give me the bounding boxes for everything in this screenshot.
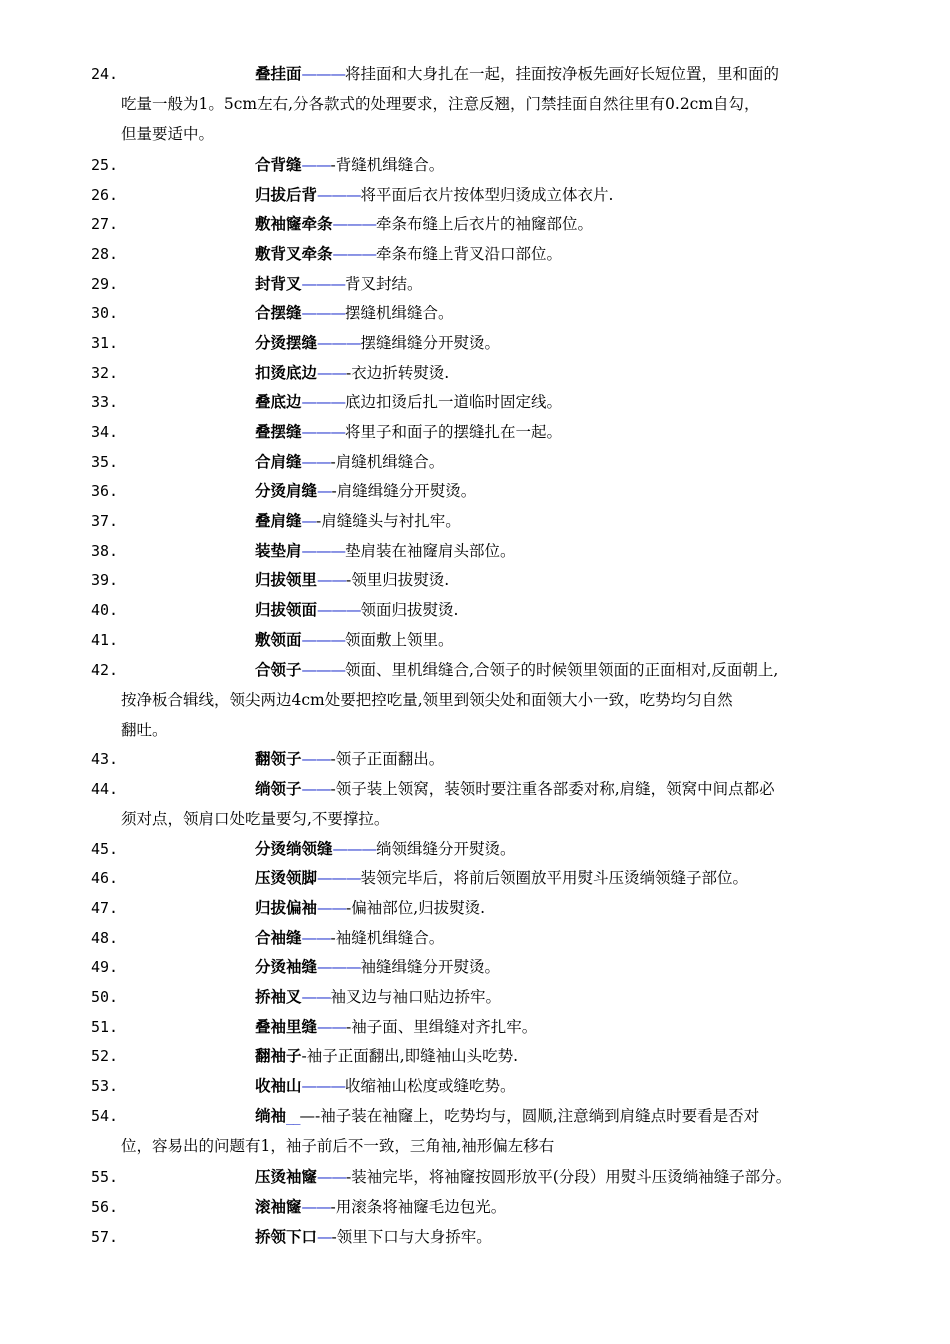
term-name: 合摆缝 [255,304,302,322]
term-description: -领里下口与大身挢牢。 [331,1228,492,1246]
term-description: 收缩袖山松度或缝吃势。 [345,1077,516,1095]
item-first-line [255,924,444,954]
item-first-line [255,626,454,656]
item-first-line [255,181,613,211]
term-name: 归拔后背 [255,186,318,204]
term-separator: __ [286,1107,300,1125]
term-name: 装垫肩 [255,542,302,560]
item-first-line [255,210,593,240]
item-first-line [255,596,458,626]
term-separator: ——— [301,423,346,441]
item-number: 52. [91,1047,119,1065]
item-number: 31. [91,334,119,352]
term-description: 袖缝缉缝分开熨烫。 [360,958,501,976]
item-number: 28. [91,245,119,263]
item-number: 37. [91,512,119,530]
term-name: 分烫摆缝 [255,334,318,352]
item-first-line [255,1072,516,1102]
term-description: -袖缝机缉缝合。 [330,929,445,947]
term-name: 翻领子 [255,750,302,768]
term-description: 袖叉边与袖口贴边挢牢。 [330,988,502,1006]
description-continuation: 翻吐。 [121,721,168,739]
item-number: 56. [91,1198,119,1216]
term-name: 叠袖里缝 [255,1018,318,1036]
item-first-line [255,388,562,418]
item-first-line [255,656,778,686]
term-description: -领子正面翻出。 [330,750,445,768]
item-number: 50. [91,988,119,1006]
term-name: 合袖缝 [255,929,302,947]
term-separator: ——— [301,631,346,649]
term-separator: —— [301,156,331,174]
term-separator: ——— [301,65,346,83]
term-name: 分烫绱领缝 [255,840,333,858]
term-name: 分烫袖缝 [255,958,318,976]
item-number: 33. [91,393,119,411]
term-name: 归拔偏袖 [255,899,318,917]
item-number: 51. [91,1018,119,1036]
item-first-line [255,983,501,1013]
item-number: 41. [91,631,119,649]
term-description: 垫肩装在袖窿肩头部位。 [345,542,516,560]
item-first-line [255,894,485,924]
item-number: 26. [91,186,119,204]
term-name: 翻袖子 [255,1047,302,1065]
term-description: 绱领缉缝分开熨烫。 [376,840,516,858]
term-name: 压烫袖窿 [255,1168,318,1186]
term-name: 叠摆缝 [255,423,302,441]
item-number: 47. [91,899,119,917]
term-name: 封背叉 [255,275,302,293]
term-separator: ——— [317,958,361,976]
term-description: -背缝机缉缝合。 [330,156,445,174]
description-continuation: 须对点，领肩口处吃量要匀,不要撑拉。 [121,810,390,828]
term-separator: ——— [317,334,361,352]
term-description: 将平面后衣片按体型归烫成立体衣片. [360,186,614,204]
item-number: 29. [91,275,119,293]
term-description: 摆缝机缉缝合。 [345,304,454,322]
item-first-line [255,1102,759,1132]
item-number: 54. [91,1107,119,1125]
item-number: 24. [91,65,119,83]
term-description: 摆缝缉缝分开熨烫。 [360,334,501,352]
item-number: 30. [91,304,119,322]
term-separator: ——— [317,869,361,887]
term-description: -领子装上领窝，装领时要注重各部委对称,肩缝，领窝中间点都必 [330,780,775,798]
term-separator: —— [301,453,331,471]
item-first-line [255,270,423,300]
term-separator: ——— [301,304,346,322]
item-first-line [255,240,562,270]
term-name: 绱领子 [255,780,302,798]
item-number: 36. [91,482,119,500]
term-name: 叠挂面 [255,65,302,83]
term-description: 将里子和面子的摆缝扎在一起。 [345,423,563,441]
term-separator: ——— [332,245,377,263]
item-number: 34. [91,423,119,441]
item-number: 40. [91,601,119,619]
description-continuation: 但量要适中。 [121,125,215,143]
term-description: —-袖子装在袖窿上，吃势均与，圆顺,注意绱到肩缝点时要看是否对 [299,1107,760,1125]
term-description: -装袖完毕，将袖窿按圆形放平(分段）用熨斗压烫绱袖缝子部分。 [346,1168,792,1186]
item-first-line [255,1163,791,1193]
term-name: 压烫领脚 [255,869,318,887]
term-separator: ——— [301,1077,346,1095]
term-description: -袖子面、里缉缝对齐扎牢。 [346,1018,538,1036]
term-separator: ——— [301,661,346,679]
term-separator: —— [317,1018,347,1036]
term-separator: ——— [301,393,346,411]
item-first-line [255,953,500,983]
term-separator: — [301,512,317,530]
item-first-line [255,566,449,596]
term-description: -袖子正面翻出,即缝袖山头吃势. [301,1047,519,1065]
item-first-line [255,359,449,389]
term-name: 滚袖窿 [255,1198,302,1216]
term-description: 装领完毕后，将前后领圈放平用熨斗压烫绱领缝子部位。 [360,869,749,887]
term-description: 背叉封结。 [345,275,423,293]
term-description: 领面、里机缉缝合,合领子的时候领里领面的正面相对,反面朝上, [345,661,779,679]
term-separator: —— [317,1168,347,1186]
item-number: 25. [91,156,119,174]
item-first-line [255,745,444,775]
item-first-line [255,835,516,865]
item-number: 38. [91,542,119,560]
term-description: -偏袖部位,归拔熨烫. [346,899,486,917]
term-name: 敷背叉牵条 [255,245,333,263]
item-number: 48. [91,929,119,947]
term-separator: —— [301,750,331,768]
term-separator: — [317,1228,332,1246]
item-first-line [255,507,461,537]
term-description: 领面归拔熨烫. [360,601,459,619]
term-name: 挢袖叉 [255,988,302,1006]
item-number: 43. [91,750,119,768]
term-description: -肩缝机缉缝合。 [330,453,445,471]
term-description: 底边扣烫后扎一道临时固定线。 [345,393,563,411]
term-separator: ——— [301,542,346,560]
item-number: 42. [91,661,119,679]
term-description: 牵条布缝上后衣片的袖窿部位。 [376,215,594,233]
item-first-line [255,537,516,567]
item-first-line [255,477,476,507]
term-name: 分烫肩缝 [255,482,318,500]
term-separator: —— [317,571,347,589]
term-name: 收袖山 [255,1077,302,1095]
item-first-line [255,448,444,478]
term-description: -衣边折转熨烫. [346,364,450,382]
term-name: 合领子 [255,661,302,679]
term-name: 归拔领面 [255,601,318,619]
item-number: 35. [91,453,119,471]
term-separator: ——— [332,215,377,233]
item-first-line [255,1042,518,1072]
item-number: 32. [91,364,119,382]
item-first-line [255,1013,537,1043]
term-name: 扣烫底边 [255,364,318,382]
term-separator: ——— [301,275,346,293]
item-number: 57. [91,1228,119,1246]
item-first-line [255,60,779,90]
item-number: 39. [91,571,119,589]
description-continuation: 位，容易出的问题有1，袖子前后不一致，三角袖,袖形偏左移右 [121,1137,555,1155]
item-number: 53. [91,1077,119,1095]
term-separator: —— [317,364,347,382]
term-separator: —— [301,780,331,798]
term-description: -用滚条将袖窿毛边包光。 [330,1198,507,1216]
term-name: 敷袖窿牵条 [255,215,333,233]
term-description: -肩缝缉缝分开熨烫。 [331,482,477,500]
term-name: 合肩缝 [255,453,302,471]
item-number: 44. [91,780,119,798]
term-separator: —— [317,899,347,917]
item-number: 49. [91,958,119,976]
term-name: 合背缝 [255,156,302,174]
term-name: 归拔领里 [255,571,318,589]
term-description: 牵条布缝上背叉沿口部位。 [376,245,563,263]
term-description: -肩缝缝头与衬扎牢。 [316,512,461,530]
item-number: 45. [91,840,119,858]
term-separator: —— [301,988,331,1006]
description-continuation: 吃量一般为1。5cm左右,分各款式的处理要求，注意反翘，门禁挂面自然往里有0.2cm自勾， [121,95,760,113]
item-number: 46. [91,869,119,887]
term-description: 领面敷上领里。 [345,631,454,649]
term-name: 绱袖 [255,1107,287,1125]
term-description: -领里归拔熨烫. [346,571,450,589]
item-first-line [255,1223,492,1253]
term-name: 挢领下口 [255,1228,318,1246]
term-separator: ——— [332,840,377,858]
term-description: 将挂面和大身扎在一起，挂面按净板先画好长短位置，里和面的 [345,65,780,83]
item-first-line [255,418,562,448]
item-number: 27. [91,215,119,233]
term-name: 叠底边 [255,393,302,411]
item-number: 55. [91,1168,119,1186]
term-separator: —— [301,1198,331,1216]
item-first-line [255,151,444,181]
description-continuation: 按净板合辑线，领尖两边4cm处要把控吃量,领里到领尖处和面领大小一致，吃势均匀自然 [121,691,733,709]
item-first-line [255,299,454,329]
item-first-line [255,329,500,359]
term-name: 叠肩缝 [255,512,302,530]
item-first-line [255,864,748,894]
term-separator: ——— [317,186,361,204]
item-first-line [255,1193,506,1223]
term-separator: — [317,482,332,500]
item-first-line [255,775,775,805]
term-separator: —— [301,929,331,947]
term-separator: ——— [317,601,361,619]
term-name: 敷领面 [255,631,302,649]
